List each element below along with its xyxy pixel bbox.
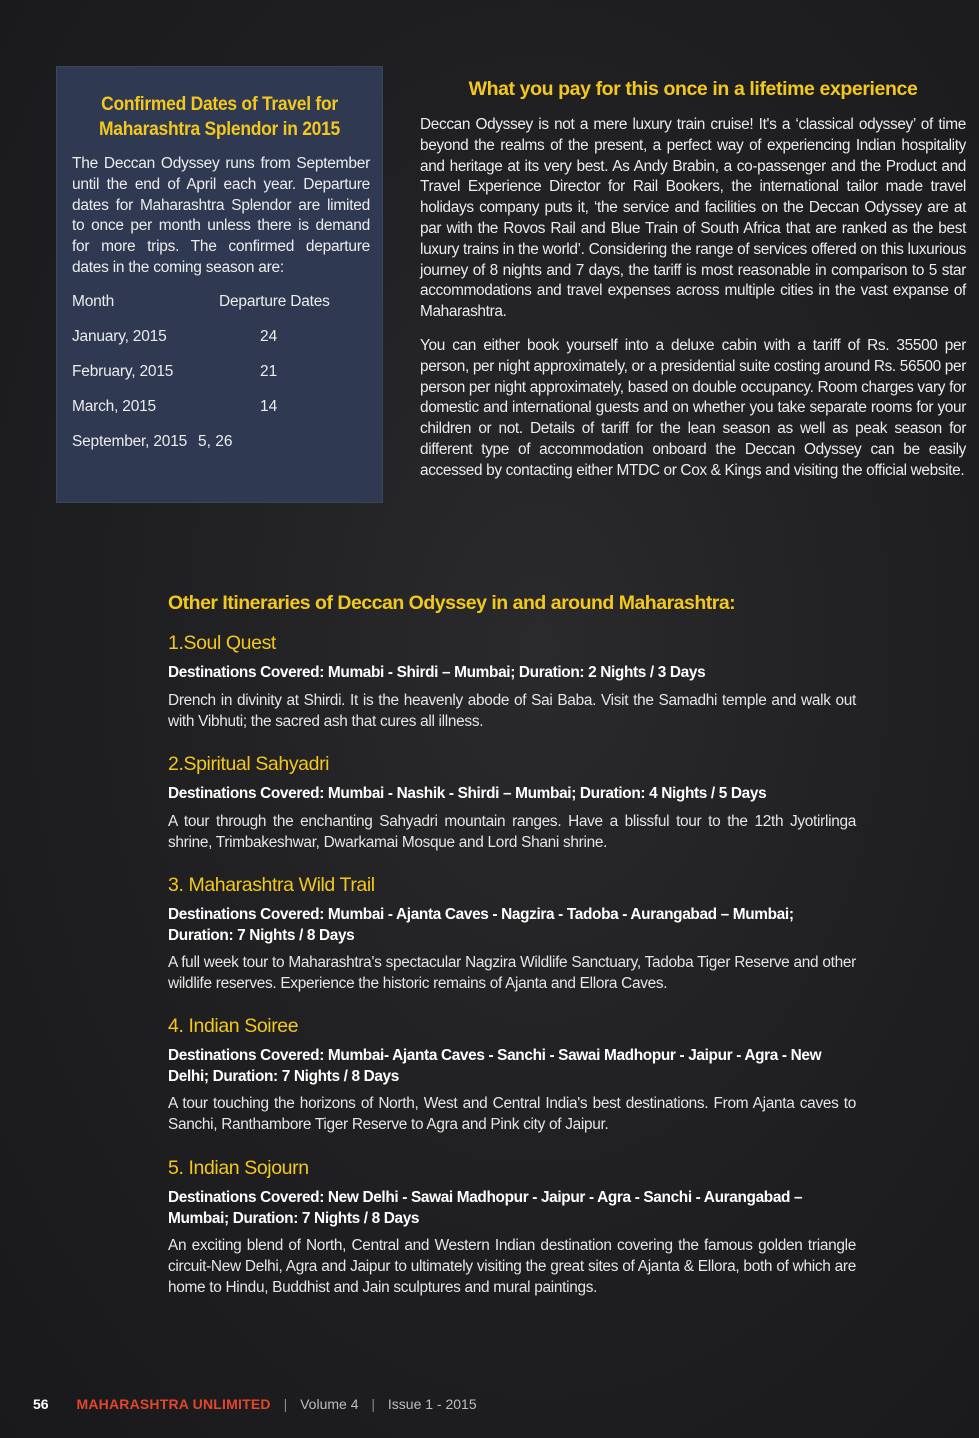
dates-row-value: 24 xyxy=(260,328,278,345)
travel-dates-title xyxy=(69,92,370,142)
itinerary-destinations: Destinations Covered: New Delhi - Sawai Madhopur - Jaipur - Agra - Sanchi - Aurangabad – Mumbai; Duration: 7 Nights / 8 Days xyxy=(168,1189,803,1227)
page-footer xyxy=(33,1396,477,1412)
dates-row-month: January, 2015 xyxy=(72,328,167,345)
itinerary-name: 1.Soul Quest xyxy=(168,632,276,654)
pricing-paragraph-2: You can either book yourself into a deluxe cabin with a tariff of Rs. 35500 per person, per night approximately, or a presidential suite costing around Rs. 56500 per person per night approximately, based on double occupancy. Room charges vary for domestic and international guests and on whether you take separate rooms for your children or not. Details of tariff for the lean season as well as peak season for different type of accommodation onboard the Deccan Odyssey can be easily accessed by contacting either MTDC or Cox & Kings and visiting the official website. xyxy=(420,337,966,479)
itinerary-destinations: Destinations Covered: Mumbai- Ajanta Caves - Sanchi - Sawai Madhopur - Jaipur - Agra - New Delhi; Duration: 7 Nights / 8 Days xyxy=(168,1047,822,1085)
pricing-title: What you pay for this once in a lifetime experience xyxy=(468,78,918,100)
itinerary-destinations: Destinations Covered: Mumbai - Ajanta Caves - Nagzira - Tadoba - Aurangabad – Mumbai; Duration: 7 Nights / 8 Days xyxy=(168,906,794,944)
travel-dates-title-line1: Confirmed Dates of Travel for xyxy=(101,94,338,115)
itinerary-destinations: Destinations Covered: Mumabi - Shirdi – Mumbai; Duration: 2 Nights / 3 Days xyxy=(168,664,706,681)
itinerary-description: A tour through the enchanting Sahyadri mountain ranges. Have a blissful tour to the 12th Jyotirlinga shrine, Trimbakeshwar, Dwarkamai Mosque and Lord Shani shrine. xyxy=(168,813,856,851)
itinerary-description: Drench in divinity at Shirdi. It is the heavenly abode of Sai Baba. Visit the Samadhi temple and walk out with Vibhuti; the sacred ash that cures all illness. xyxy=(168,692,856,730)
dates-header-departure: Departure Dates xyxy=(219,293,330,310)
itinerary-name: 5. Indian Sojourn xyxy=(168,1157,309,1179)
itinerary-destinations: Destinations Covered: Mumbai - Nashik - Shirdi – Mumbai; Duration: 4 Nights / 5 Days xyxy=(168,785,767,802)
pricing-paragraph-1: Deccan Odyssey is not a mere luxury train cruise! It's a ‘classical odyssey’ of time beyond the realms of the present, a perfect way of experiencing Indian hospitality and heritage at its very best. As Andy Brabin, a co-passenger and the Product and Travel Experience Director for Rail Bookers, the international tailor made travel holidays company puts it, ‘the service and facilities on the Deccan Odyssey are at par with the Rovos Rail and Blue Train of South Africa that are ranked as the best luxury trains in the world’. Considering the range of services offered on this luxurious journey of 8 nights and 7 days, the tariff is most reasonable in comparison to 5 star accommodations and travel expenses across multiple cities in the vast expanse of Maharashtra. xyxy=(420,116,966,321)
dates-row-value: 14 xyxy=(260,398,278,415)
footer-separator: | xyxy=(371,1396,376,1412)
itinerary-description: An exciting blend of North, Central and Western Indian destination covering the famous golden triangle circuit-New Delhi, Agra and Jaipur to ultimately visiting the great sites of Ajanta & Ellora, both of which are home to Hindu, Buddhist and Jain sculptures and mural paintings. xyxy=(168,1237,856,1296)
itineraries-title: Other Itineraries of Deccan Odyssey in and around Maharashtra: xyxy=(168,592,736,614)
dates-row-month: March, 2015 xyxy=(72,398,156,415)
dates-row-value: 21 xyxy=(260,363,278,380)
travel-dates-title-line2: Maharashtra Splendor in 2015 xyxy=(99,119,340,140)
dates-row-month: February, 2015 xyxy=(72,363,174,380)
dates-row-month: September, 2015 xyxy=(72,433,188,450)
itinerary-description: A tour touching the horizons of North, West and Central India's best destinations. From Ajanta caves to Sanchi, Ranthambore Tiger Reserve to Agra and Pink city of Jaipur. xyxy=(168,1095,856,1133)
dates-header-month: Month xyxy=(72,293,115,310)
itinerary-description: A full week tour to Maharashtra's spectacular Nagzira Wildlife Sanctuary, Tadoba Tiger Reserve and other wildlife reserves. Experience the historic remains of Ajanta and Ellora Caves. xyxy=(168,954,856,992)
itinerary-name: 4. Indian Soiree xyxy=(168,1015,299,1037)
volume-label: Volume 4 xyxy=(300,1396,359,1412)
page-number: 56 xyxy=(33,1396,49,1412)
travel-dates-box xyxy=(56,66,383,503)
magazine-name: MAHARASHTRA UNLIMITED xyxy=(76,1396,271,1412)
footer-separator: | xyxy=(283,1396,288,1412)
travel-dates-intro: The Deccan Odyssey runs from September until the end of April each year. Departure dates for Maharashtra Splendor are limited to once per month unless there is demand for more trips. The confirmed departure dates in the coming season are: xyxy=(72,155,370,276)
dates-row-value: 5, 26 xyxy=(198,433,233,450)
itinerary-name: 3. Maharashtra Wild Trail xyxy=(168,874,375,896)
issue-label: Issue 1 - 2015 xyxy=(387,1396,477,1412)
itinerary-name: 2.Spiritual Sahyadri xyxy=(168,753,330,775)
